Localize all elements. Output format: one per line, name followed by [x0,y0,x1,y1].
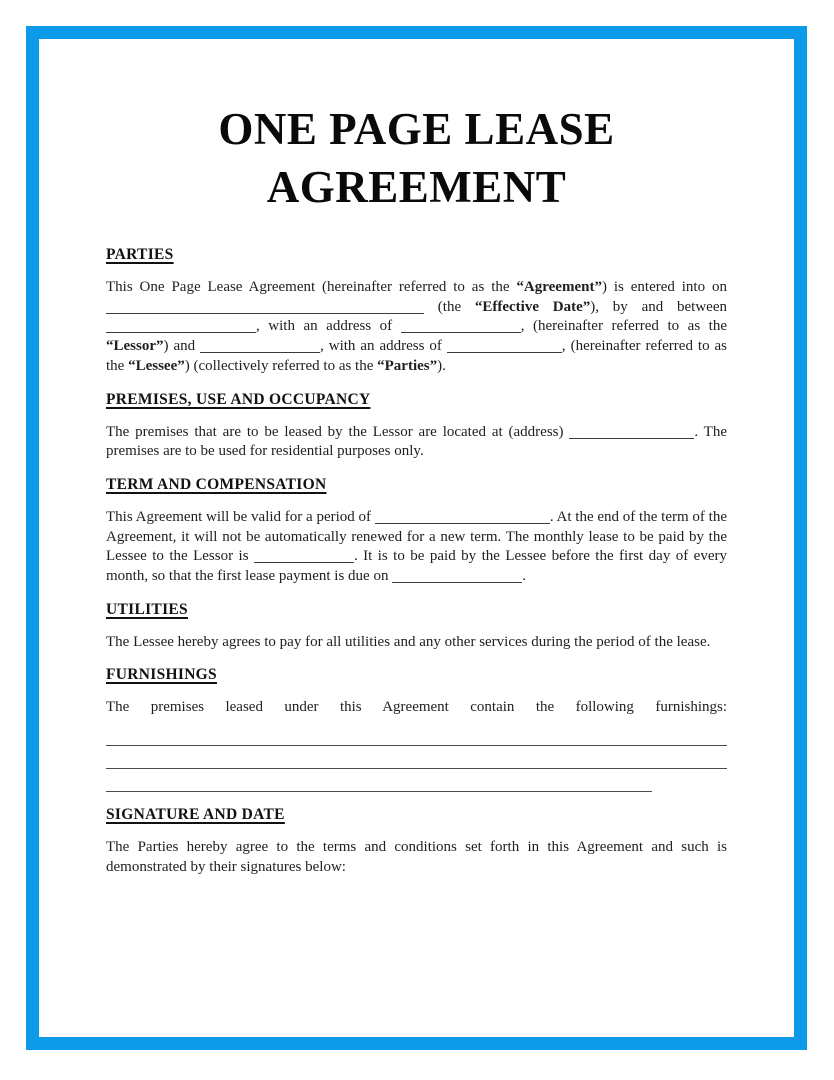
section-heading-premises: PREMISES, USE AND OCCUPANCY [106,390,371,408]
document-title-line2: AGREEMENT [266,162,567,212]
section-premises [106,390,727,462]
section-paragraph-utilities: The Lessee hereby agrees to pay for all utilities and any other services during the period of the lease. [106,633,711,650]
section-heading-furnishings: FURNISHINGS [106,666,217,684]
defined-term: “Lessor” [106,338,164,355]
sections-container [106,245,727,878]
fill-in-blank[interactable] [254,549,354,563]
section-heading-parties: PARTIES [106,246,174,263]
section-heading-signature: SIGNATURE AND DATE [106,806,285,824]
section-paragraph-furnishings: The premises leased under this Agreement contain the following furnishings: [106,699,727,716]
defined-term: “Agreement” [516,279,602,295]
section-heading-utilities: UTILITIES [106,600,188,618]
fill-in-blank[interactable] [106,319,256,333]
write-in-line[interactable] [106,769,652,792]
fill-in-blank[interactable] [200,339,320,353]
defined-term: “Effective Date” [474,298,591,315]
fill-in-blank[interactable] [447,339,562,353]
section-paragraph-term: This Agreement will be valid for a period of . At the end of the term of the Agreement, it will not be automatically renewed for a new term. The monthly lease to be paid by the Lessee to the Lessor is . It is to be paid by the Lessee before the first day of every month, so that the first lease payment is due on . [106,508,727,585]
section-term [106,475,727,587]
document-content [106,100,727,891]
section-paragraph-parties: This One Page Lease Agreement (hereinafter referred to as the “Agreement”) is entered into on (the “Effective Date”), by and between , with an address of , (hereinafter referred to as the “Lessor”) and , with an address of , (hereinafter referred to as the “Lessee”) (collectively referred to as the “Parties”). [106,279,728,374]
document-title-line1: ONE PAGE LEASE [218,104,615,154]
section-signature [106,805,727,877]
fill-in-blank[interactable] [392,569,522,583]
section-heading-term: TERM AND COMPENSATION [106,475,327,493]
fill-in-blank[interactable] [569,425,694,439]
write-in-line[interactable] [106,731,727,746]
fill-in-blank[interactable] [375,510,550,524]
defined-term: “Lessee” [128,357,185,374]
defined-term: “Parties” [377,357,438,374]
fill-in-blank[interactable] [106,300,424,314]
section-furnishings [106,665,727,792]
section-parties [106,245,727,377]
fill-in-blank[interactable] [401,319,521,333]
section-paragraph-signature: The Parties hereby agree to the terms and conditions set forth in this Agreement and such is demonstrated by their signatures below: [106,839,727,875]
write-in-line[interactable] [106,746,727,769]
write-in-lines-furnishings [106,731,727,792]
document-title [106,100,727,216]
section-paragraph-premises: The premises that are to be leased by the Lessor are located at (address) . The premises are to be used for residential purposes only. [106,423,727,460]
section-utilities [106,600,727,653]
